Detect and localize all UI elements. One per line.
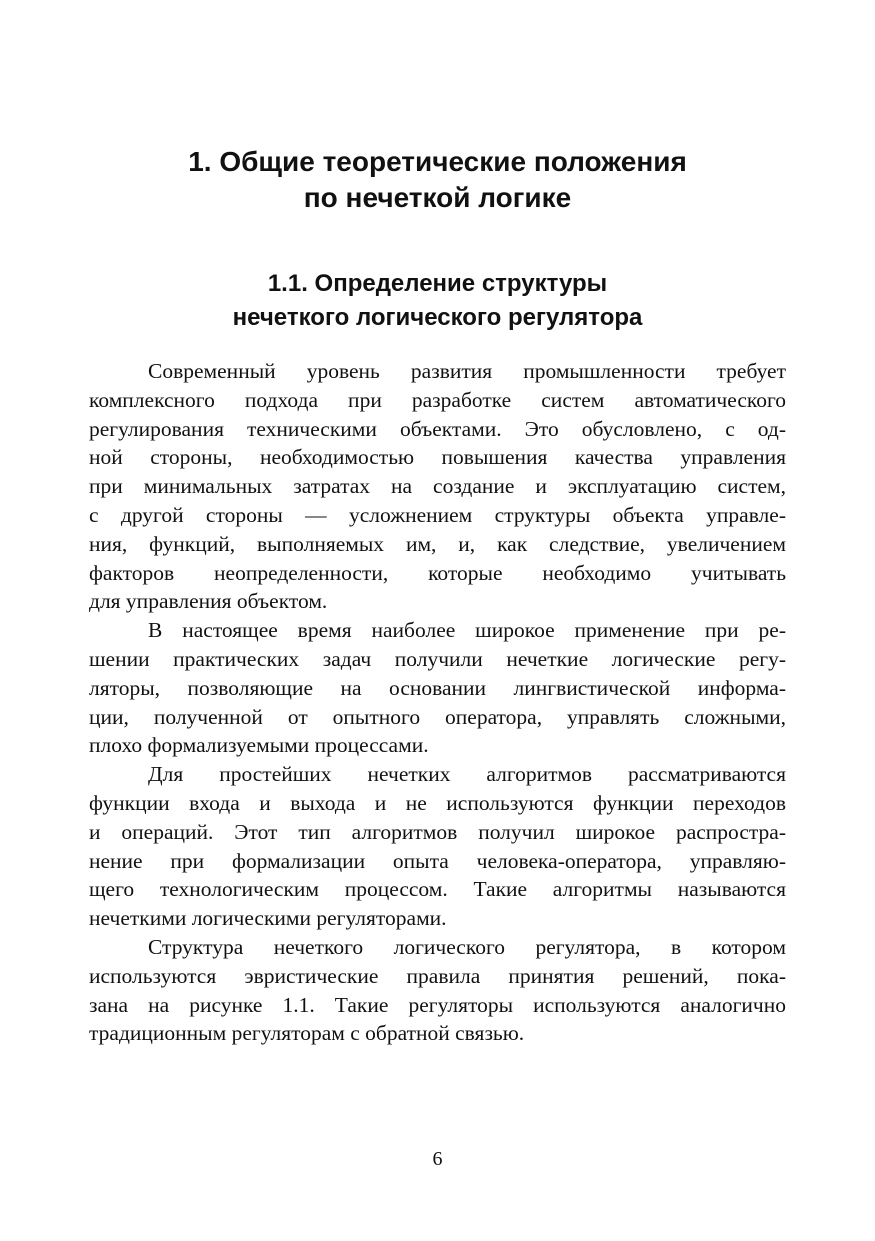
text-line: нечеткими логическими регуляторами. [89,906,447,931]
text-line: с другой стороны — усложнением структуры объекта управле- [89,502,786,527]
text-line: ния, функций, выполняемых им, и, как следствие, увеличением [89,531,786,556]
text-line: ляторы, позволяющие на основании лингвистической информа- [89,675,786,700]
chapter-title-line-1: 1. Общие теоретические положения [188,146,687,177]
text-line: Для простейших нечетких алгоритмов рассматриваются [148,762,786,787]
section-title-line-1: 1.1. Определение структуры [267,270,608,297]
text-line: щего технологическим процессом. Такие алгоритмы называются [89,877,786,902]
text-line: регулирования техническими объектами. Это обусловлено, с од- [89,416,786,441]
text-line: для управления объектом. [89,589,328,614]
text-line: традиционным регуляторам с обратной связью. [89,1021,525,1046]
chapter-title-line-2: по нечеткой логике [303,182,572,213]
text-line: В настоящее время наиболее широкое применение при ре- [148,618,786,643]
text-line: ции, полученной от опытного оператора, управлять сложными, [89,704,786,729]
text-line: плохо формализуемыми процессами. [89,733,429,758]
paragraph [89,760,786,933]
text-line: факторов неопределенности, которые необходимо учитывать [89,560,786,585]
text-line: зана на рисунке 1.1. Такие регуляторы используются аналогично [89,992,786,1017]
text-line: комплексного подхода при разработке систем автоматического [89,387,786,412]
text-line: при минимальных затратах на создание и эксплуатацию систем, [89,474,786,499]
paragraph [89,933,786,1048]
text-line: используются эвристические правила принятия решений, пока- [89,963,786,988]
text-line: шении практических задач получили нечеткие логические регу- [89,646,786,671]
paragraph [89,616,786,760]
page-number: 6 [432,1148,443,1170]
section-title-line-2: нечеткого логического регулятора [232,304,643,331]
text-line: и операций. Этот тип алгоритмов получил широкое распростра- [89,819,786,844]
text-line: ной стороны, необходимостью повышения качества управления [89,445,786,470]
body-text [89,357,786,1048]
text-line: функции входа и выхода и не используются функции переходов [89,790,786,815]
text-line: Современный уровень развития промышленности требует [148,359,786,383]
text-line: нение при формализации опыта человека-оператора, управляю- [89,848,786,873]
paragraph [89,357,786,616]
text-line: Структура нечеткого логического регулятора, в котором [148,934,786,959]
